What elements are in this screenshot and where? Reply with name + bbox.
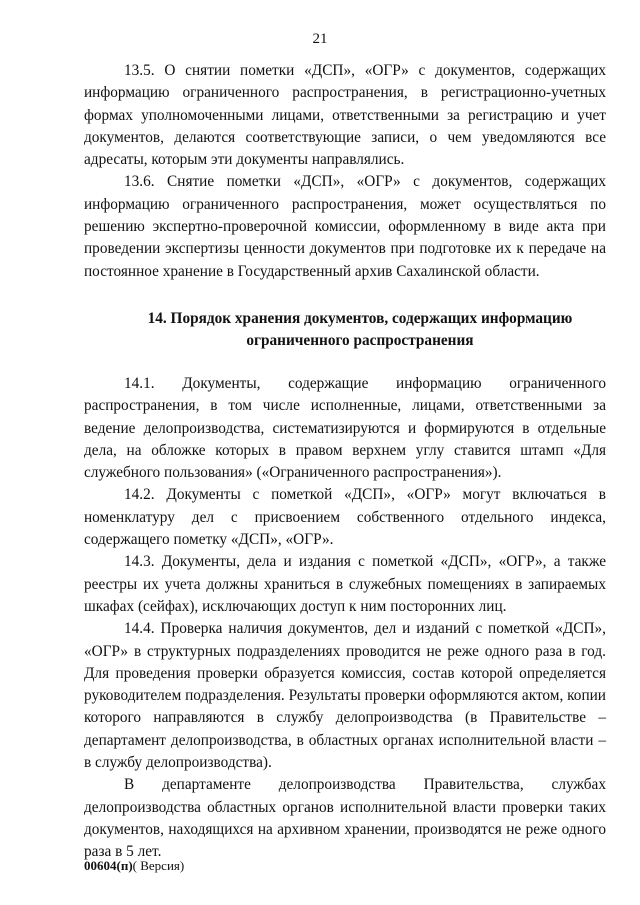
paragraph-archive-check: В департаменте делопроизводства Правительства, службах делопроизводства областных органов исполнительной власти проверки таких документов, находящихся на архивном хранении, производятся не реже одного раза в 5 лет. — [84, 776, 606, 861]
section-heading — [84, 308, 606, 352]
paragraph-13-5: 13.5. О снятии пометки «ДСП», «ОГР» с документов, содержащих информацию ограниченного распространения, в регистрационно-учетных формах уполномоченными лицами, ответственными за регистрацию и учет документов, делаются соответствующие записи, о чем уведомляются все адресаты, которым эти документы направлялись. — [84, 62, 606, 169]
footer-version-label: ( Версия) — [132, 858, 185, 873]
footer-code: 00604(п) — [84, 858, 133, 873]
section-heading-line-2: ограниченного распространения — [246, 331, 474, 349]
footer-version — [84, 858, 184, 874]
document-body — [84, 60, 606, 864]
paragraph-14-3: 14.3. Документы, дела и издания с пометкой «ДСП», «ОГР», а также реестры их учета должны храниться в служебных помещениях в запираемых шкафах (сейфах), исключающих доступ к ним посторонних лиц. — [84, 553, 606, 615]
paragraph-13-6: 13.6. Снятие пометки «ДСП», «ОГР» с документов, содержащих информацию ограниченного распространения, может осуществляться по решению экспертно-проверочной комиссии, оформленному в виде акта при проведении экспертизы ценности документов при подготовке их к передаче на постоянное хранение в Государственный архив Сахалинской области. — [84, 173, 606, 280]
paragraph-14-1: 14.1. Документы, содержащие информацию ограниченного распространения, в том числе исполненные, лицами, ответственными за ведение делопроизводства, систематизируются и формируются в отдельные дела, на обложке которых в правом верхнем углу ставится штамп «Для служебного пользования» («Ограниченного распространения»). — [84, 374, 606, 482]
section-heading-line-1: 14. Порядок хранения документов, содержащих информацию — [147, 309, 573, 327]
paragraph-14-4: 14.4. Проверка наличия документов, дел и изданий с пометкой «ДСП», «ОГР» в структурных подразделениях проводится не реже одного раза в год. Для проведения проверки образуется комиссия, состав которой определяется руководителем подразделения. Результаты проверки оформляются актом, копии которого направляются в службу делопроизводства (в Правительстве – департамент делопроизводства, в областных органах исполнительной власти – в службу делопроизводства). — [84, 620, 606, 772]
paragraph-14-2: 14.2. Документы с пометкой «ДСП», «ОГР» могут включаться в номенклатуру дел с присвоением собственного отдельного индекса, содержащего пометку «ДСП», «ОГР». — [84, 486, 606, 549]
page-number: 21 — [312, 31, 328, 47]
